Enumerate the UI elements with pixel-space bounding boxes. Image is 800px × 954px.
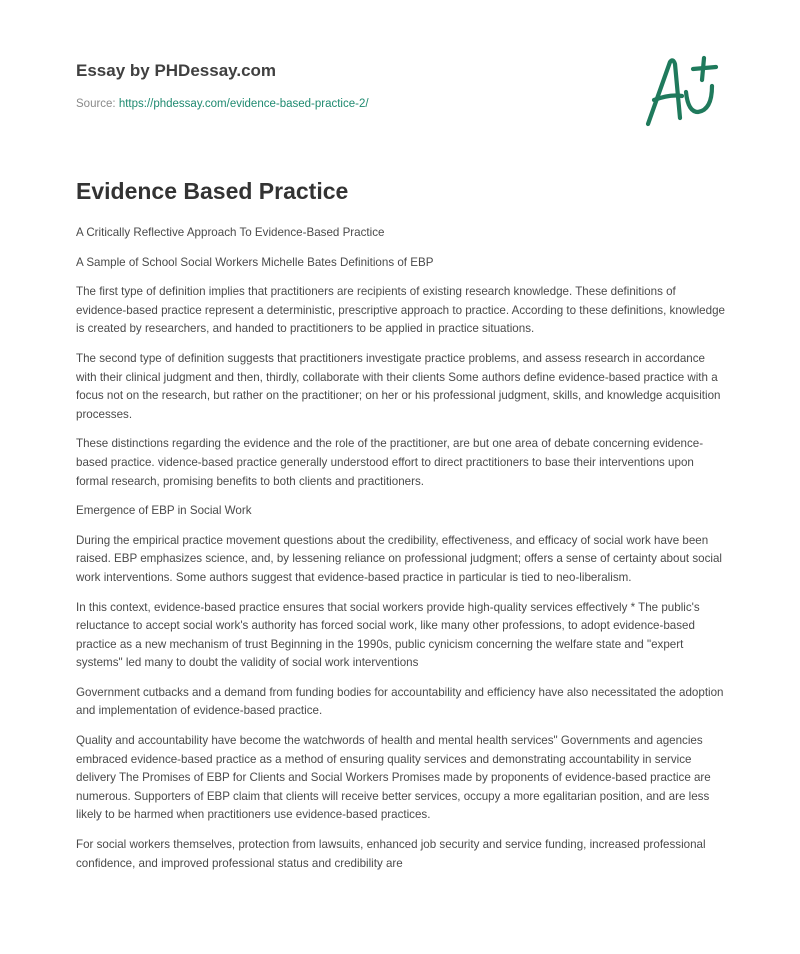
source-line (76, 96, 636, 112)
section-heading: Emergence of EBP in Social Work (76, 504, 252, 518)
essay-paragraph: The first type of definition implies that practitioners are recipients of existing research knowledge. These definitions of evidence-based practice represent a deterministic, prescriptive approach to practice. According to these definitions, knowledge is created by researchers, and handed to practitioners to be applied in practice situations. (76, 285, 725, 336)
essay-paragraph: A Sample of School Social Workers Michelle Bates Definitions of EBP (76, 255, 434, 269)
source-label: Source: (76, 98, 119, 110)
source-link[interactable]: https://phdessay.com/evidence-based-practice-2/ (118, 98, 369, 110)
a-plus-logo-icon (640, 52, 724, 130)
site-title: Essay by PHDessay.com (76, 61, 277, 80)
essay-paragraph: For social workers themselves, protection from lawsuits, enhanced job security and service funding, increased professional confidence, and improved professional status and credibility are (76, 838, 706, 870)
essay-paragraph: These distinctions regarding the evidence and the role of the practitioner, are but one area of debate concerning evidence-based practice. vidence-based practice generally understood effort to direct practitioners to base their interventions upon formal research, promising benefits to both clients and practitioners. (76, 437, 704, 488)
essay-paragraph: The second type of definition suggests that practitioners investigate practice problems, and assess research in accordance with their clinical judgment and then, thirdly, collaborate with their clients Some authors define evidence-based practice with a focus not on the research, but rather on the practitioner; on her or his professional judgment, skills, and knowledge acquisition processes. (76, 351, 721, 421)
page-header (76, 60, 636, 112)
essay-content (76, 176, 726, 884)
essay-paragraph: In this context, evidence-based practice ensures that social workers provide high-quality services effectively * The public's reluctance to accept social work's authority has forced social work, like many other professions, to adopt evidence-based practice as a new mechanism of trust Beginning in the 1990s, public cynicism concerning the welfare state and "expert systems" led many to doubt the validity of social work interventions (76, 600, 700, 670)
essay-paragraph: During the empirical practice movement questions about the credibility, effectiveness, and efficacy of social work have been raised. EBP emphasizes science, and, by lessening reliance on professional judgment; offers a sense of certainty about social work interventions. Some authors suggest that evidence-based practice in particular is tied to neo-liberalism. (76, 533, 722, 584)
essay-title: Evidence Based Practice (76, 178, 349, 204)
essay-paragraph: Government cutbacks and a demand from funding bodies for accountability and efficiency have also necessitated the adoption and implementation of evidence-based practice. (76, 685, 724, 718)
essay-paragraph: A Critically Reflective Approach To Evidence-Based Practice (76, 226, 385, 239)
essay-paragraph: Quality and accountability have become the watchwords of health and mental health services" Governments and agencies embraced evidence-based practice as a method of ensuring quality services and demonstrating accountability in service delivery The Promises of EBP for Clients and Social Workers Promises made by proponents of evidence-based practice are numerous. Supporters of EBP claim that clients will receive better services, occupy a more egalitarian position, and are less likely to be harmed when practitioners use evidence-based practices. (76, 734, 711, 822)
